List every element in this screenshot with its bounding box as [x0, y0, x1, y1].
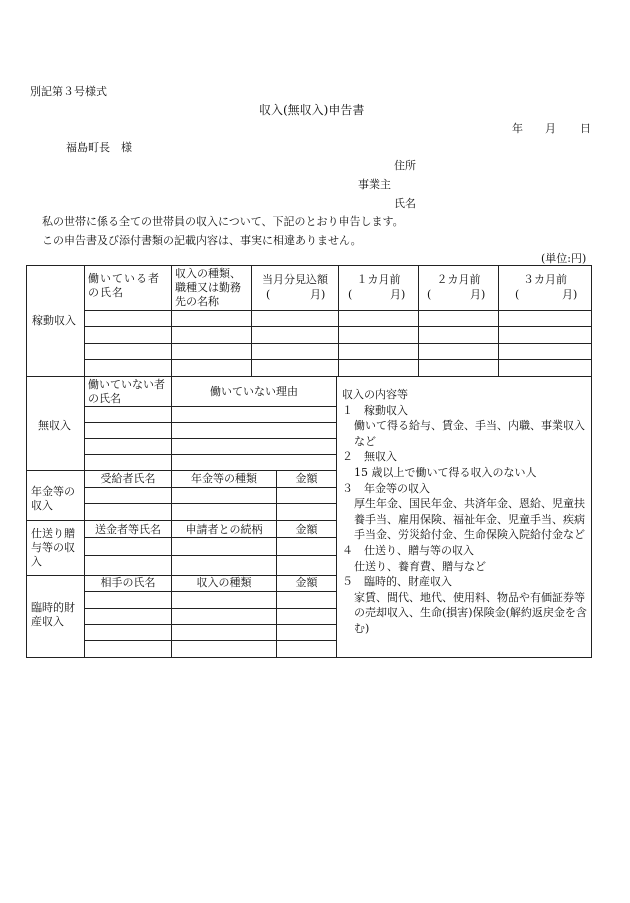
col-m2-close: 月) — [470, 288, 486, 301]
date-month: 月 — [545, 122, 556, 135]
note-2-label: ２ 無収入 — [342, 450, 397, 464]
col-pension-type: 年金等の種類 — [191, 472, 257, 485]
col-m1-close: 月) — [390, 288, 406, 301]
col-m2-paren: ( — [427, 288, 432, 301]
col-temporary-amount: 金額 — [295, 576, 318, 589]
section-employment: 稼動収入 — [32, 314, 76, 327]
section-temporary: 臨時的財産収入 — [31, 601, 75, 628]
section-pension: 年金等の収入 — [31, 485, 75, 512]
statement-2: この申告書及び添付書類の記載内容は、事実に相違ありません。 — [42, 234, 362, 247]
note-2-desc: 15 歳以上で働いて得る収入のない人 — [354, 465, 537, 479]
form-id: 別記第３号様式 — [30, 85, 107, 98]
col-nonworker-name: 働いていない者の氏名 — [88, 378, 165, 405]
page-title: 収入(無収入)申告書 — [259, 103, 365, 117]
col-month-2: ２カ月前 — [436, 273, 481, 286]
note-3-desc: 厚生年金、国民年金、共済年金、恩給、児童扶養手当、雇用保険、福祉年金、児童手当、疾病手当金、労災給付金、生命保険入院給付金など — [354, 497, 585, 542]
date-day: 日 — [580, 122, 591, 135]
col-income-type: 収入の種類、職種又は勤務先の名称 — [175, 267, 241, 308]
unit-label: (単位:円) — [541, 252, 587, 265]
col-current-month-close: 月) — [310, 288, 326, 301]
name-label: 氏名 — [394, 197, 416, 210]
col-no-income-reason: 働いていない理由 — [210, 385, 298, 398]
note-4-desc: 仕送り、養育費、贈与など — [354, 559, 486, 573]
note-3-label: ３ 年金等の収入 — [342, 481, 430, 495]
col-m3-paren: ( — [515, 288, 520, 301]
col-m3-close: 月) — [562, 288, 578, 301]
section-remittance: 仕送り贈与等の収入 — [31, 527, 75, 568]
col-m1-paren: ( — [348, 288, 353, 301]
employer-label: 事業主 — [358, 178, 391, 191]
col-pension-amount: 金額 — [295, 472, 318, 485]
addressee: 福島町長 様 — [66, 141, 132, 154]
note-5-desc: 家賃、間代、地代、使用料、物品や有価証券等の売却収入、生命(損害)保険金(解約返戻金を含む) — [354, 590, 587, 635]
col-remittance-amount: 金額 — [295, 523, 318, 536]
note-4-label: ４ 仕送り、贈与等の収入 — [342, 543, 474, 557]
col-month-3: ３カ月前 — [523, 273, 567, 286]
col-current-paren: ( — [266, 288, 271, 301]
col-remittance-relation: 申請者との続柄 — [185, 523, 263, 536]
col-pension-recipient: 受給者氏名 — [100, 472, 156, 485]
section-no-income: 無収入 — [38, 419, 71, 432]
note-1-desc: 働いて得る給与、賃金、手当、内職、事業収入など — [354, 419, 585, 448]
col-worker-name: 働いている者の氏名 — [88, 272, 160, 299]
col-temporary-partner: 相手の氏名 — [100, 576, 156, 589]
col-current-month: 当月分見込額 — [262, 273, 328, 286]
col-temporary-type: 収入の種類 — [196, 576, 252, 589]
note-5-label: ５ 臨時的、財産収入 — [342, 575, 452, 589]
notes-heading: 収入の内容等 — [342, 388, 408, 401]
income-table — [26, 265, 592, 658]
income-notes — [342, 387, 588, 637]
note-1-label: １ 稼動収入 — [342, 403, 408, 417]
col-remittance-sender: 送金者等氏名 — [95, 523, 161, 536]
date-year: 年 — [512, 122, 523, 135]
statement-1: 私の世帯に係る全ての世帯員の収入について、下記のとおり申告します。 — [42, 215, 404, 228]
col-month-1: １カ月前 — [356, 273, 401, 286]
address-label: 住所 — [394, 159, 416, 172]
